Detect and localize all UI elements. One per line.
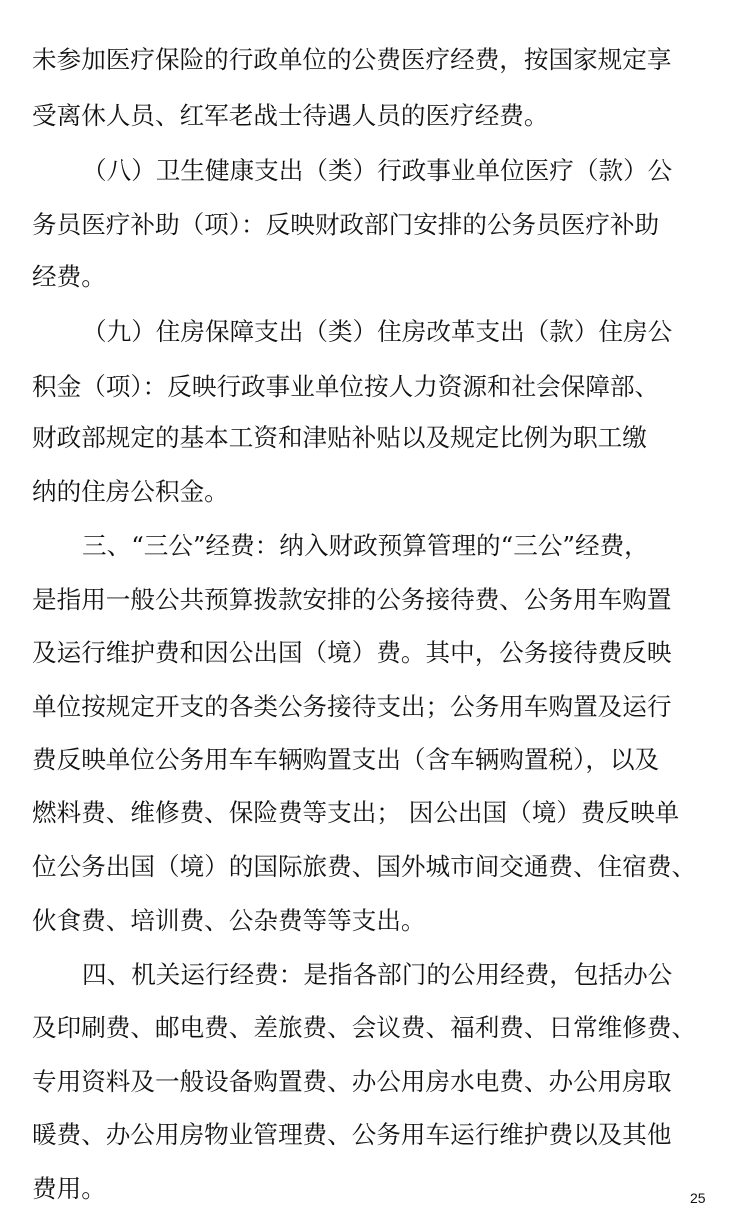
text-line-17: 伙食费、培训费、公杂费等等支出。 — [32, 906, 426, 935]
text-line-15: 燃料费、维修费、保险费等支出； 因公出国（境）费反映单 — [32, 798, 680, 827]
text-line-10: 三、“三公”经费：纳入财政预算管理的“三公”经费， — [82, 531, 649, 560]
text-line-12: 及运行维护费和因公出国（境）费。其中，公务接待费反映 — [32, 638, 672, 667]
text-line-6: （九）住房保障支出（类）住房改革支出（款）住房公 — [82, 317, 673, 346]
text-line-20: 专用资料及一般设备购置费、办公用房水电费、办公用房取 — [32, 1067, 672, 1096]
text-line-18: 四、机关运行经费：是指各部门的公用经费，包括办公 — [82, 960, 673, 989]
text-line-22: 费用。 — [32, 1174, 106, 1203]
text-line-3: （八）卫生健康支出（类）行政事业单位医疗（款）公 — [82, 156, 673, 185]
text-line-4: 务员医疗补助（项）：反映财政部门安排的公务员医疗补助 — [32, 210, 660, 239]
text-line-8: 财政部规定的基本工资和津贴补贴以及规定比例为职工缴 — [32, 423, 647, 452]
text-line-7: 积金（项）：反映行政事业单位按人力资源和社会保障部、 — [32, 372, 660, 401]
text-line-21: 暖费、办公用房物业管理费、公务用车运行维护费以及其他 — [32, 1120, 672, 1149]
text-line-19: 及印刷费、邮电费、差旅费、会议费、福利费、日常维修费、 — [32, 1013, 697, 1042]
text-line-2: 受离休人员、红军老战士待遇人员的医疗经费。 — [32, 101, 549, 130]
text-line-13: 单位按规定开支的各类公务接待支出；公务用车购置及运行 — [32, 692, 672, 721]
page-number: 25 — [690, 1190, 706, 1206]
text-line-14: 费反映单位公务用车车辆购置支出（含车辆购置税），以及 — [32, 745, 660, 774]
text-line-5: 经费。 — [32, 262, 106, 291]
text-line-11: 是指用一般公共预算拨款安排的公务接待费、公务用车购置 — [32, 585, 672, 614]
text-line-16: 位公务出国（境）的国际旅费、国外城市间交通费、住宿费、 — [32, 852, 697, 881]
text-line-1: 未参加医疗保险的行政单位的公费医疗经费，按国家规定享 — [32, 45, 672, 74]
text-line-9: 纳的住房公积金。 — [32, 477, 229, 506]
